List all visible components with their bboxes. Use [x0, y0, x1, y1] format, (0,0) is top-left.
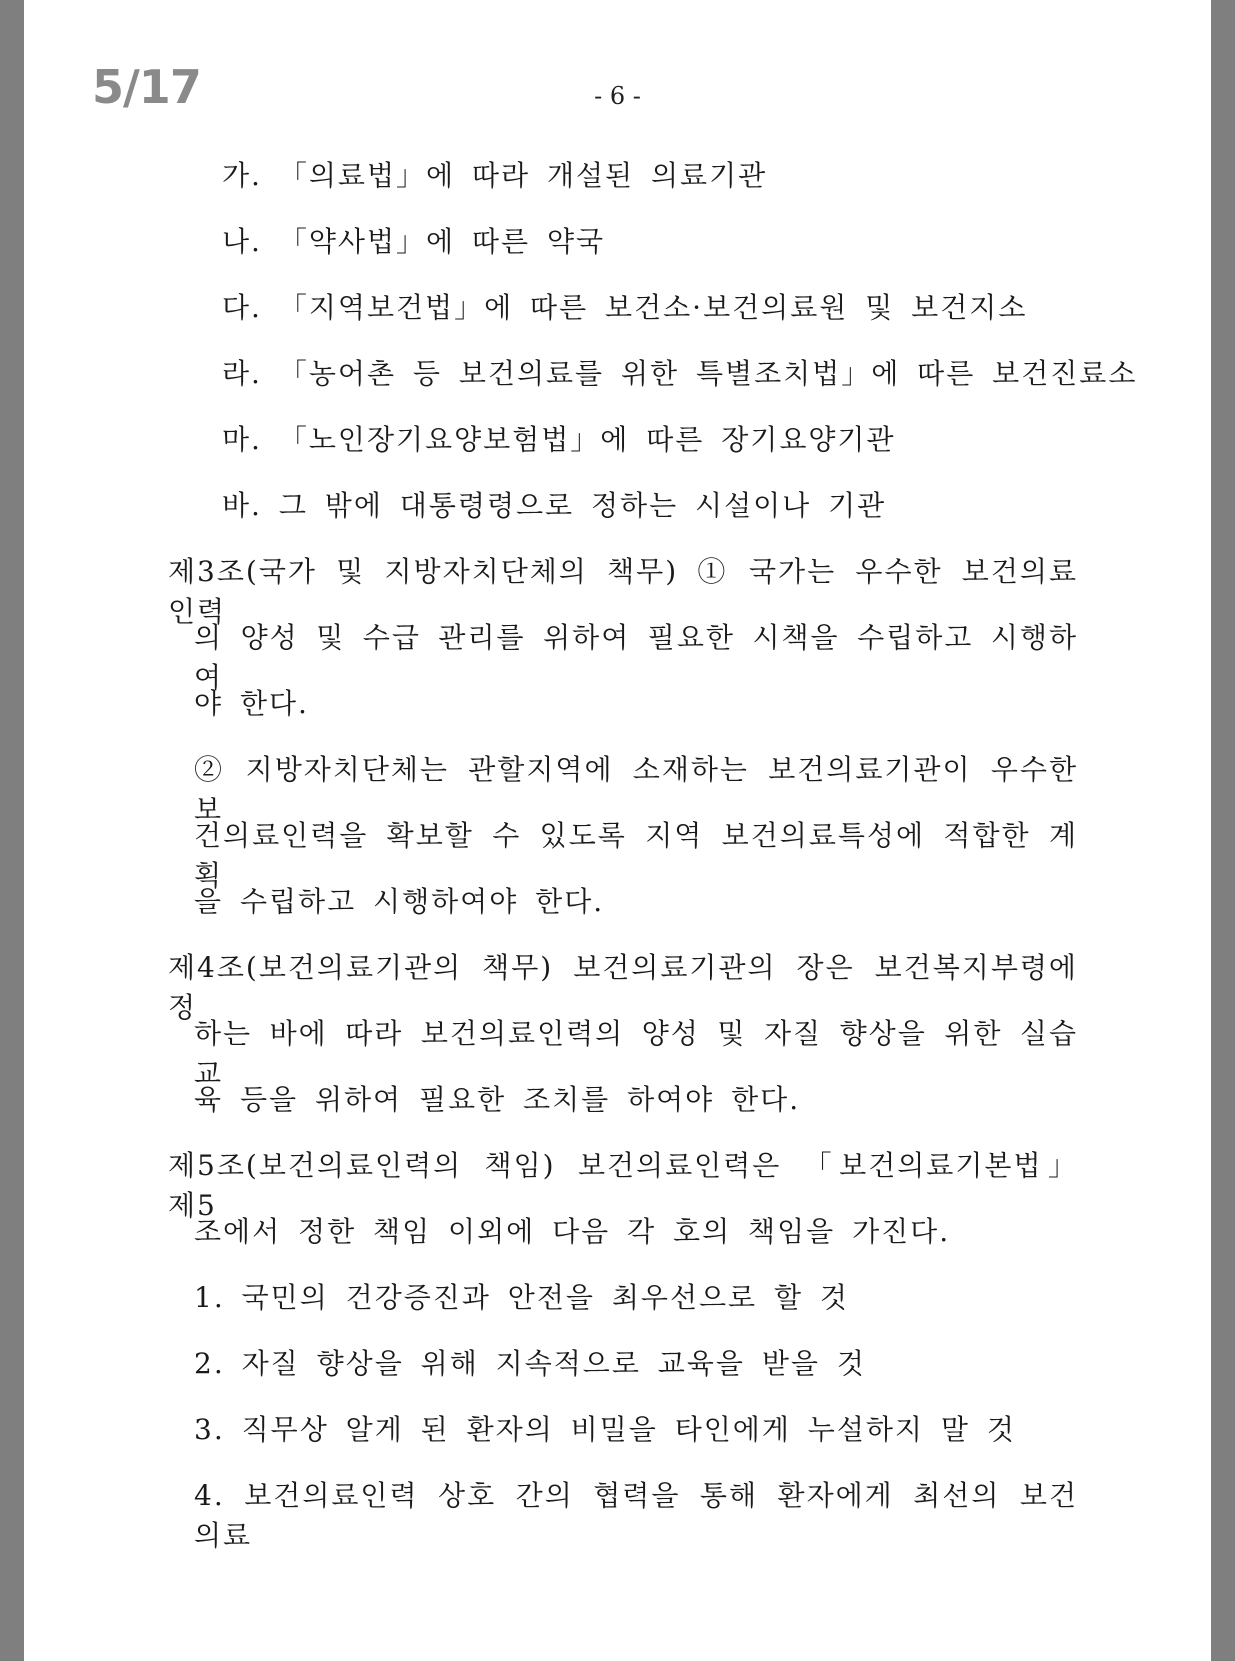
- article-5-item-4: 4. 보건의료인력 상호 간의 협력을 통해 환자에게 최선의 보건의료: [194, 1479, 1078, 1552]
- article-5-item-3: 3. 직무상 알게 된 환자의 비밀을 타인에게 누설하지 말 것: [194, 1413, 1016, 1446]
- page-number: - 6 -: [594, 82, 641, 110]
- article-4-text: 하는 바에 따라 보건의료인력의 양성 및 자질 향상을 위한 실습 교: [194, 1017, 1078, 1090]
- clause-item-ga: 가. 「의료법」에 따라 개설된 의료기관: [222, 159, 768, 192]
- clause-item-ra: 라. 「농어촌 등 보건의료를 위한 특별조치법」에 따른 보건진료소: [222, 357, 1138, 390]
- article-5-item-2: 2. 자질 향상을 위해 지속적으로 교육을 받을 것: [194, 1347, 866, 1380]
- article-5-heading: 제5조(보건의료인력의 책임) 보건의료인력은 「보건의료기본법」 제5: [168, 1149, 1078, 1222]
- article-3-text: 의 양성 및 수급 관리를 위하여 필요한 시책을 수립하고 시행하여: [194, 621, 1078, 694]
- article-4-text: 육 등을 위하여 필요한 조치를 하여야 한다.: [194, 1083, 801, 1116]
- clause-item-ba: 바. 그 밖에 대통령령으로 정하는 시설이나 기관: [222, 489, 887, 522]
- article-5-item-1: 1. 국민의 건강증진과 안전을 최우선으로 할 것: [194, 1281, 849, 1314]
- document-page: [24, 0, 1211, 1661]
- clause-item-ma: 마. 「노인장기요양보험법」에 따른 장기요양기관: [222, 423, 896, 456]
- article-3-paragraph-2: 을 수립하고 시행하여야 한다.: [194, 885, 605, 918]
- article-4-heading: 제4조(보건의료기관의 책무) 보건의료기관의 장은 보건복지부령에 정: [168, 951, 1078, 1024]
- article-3-text: 야 한다.: [194, 687, 309, 720]
- page-indicator: 5/17: [92, 60, 201, 114]
- clause-item-da: 다. 「지역보건법」에 따른 보건소·보건의료원 및 보건지소: [222, 291, 1028, 324]
- article-3-heading: 제3조(국가 및 지방자치단체의 책무) ① 국가는 우수한 보건의료인력: [168, 555, 1078, 628]
- article-5-text: 조에서 정한 책임 이외에 다음 각 호의 책임을 가진다.: [194, 1215, 951, 1248]
- article-3-paragraph-2: ② 지방자치단체는 관할지역에 소재하는 보건의료기관이 우수한 보: [194, 753, 1078, 826]
- clause-item-na: 나. 「약사법」에 따른 약국: [222, 225, 606, 258]
- article-3-paragraph-2: 건의료인력을 확보할 수 있도록 지역 보건의료특성에 적합한 계획: [194, 819, 1078, 892]
